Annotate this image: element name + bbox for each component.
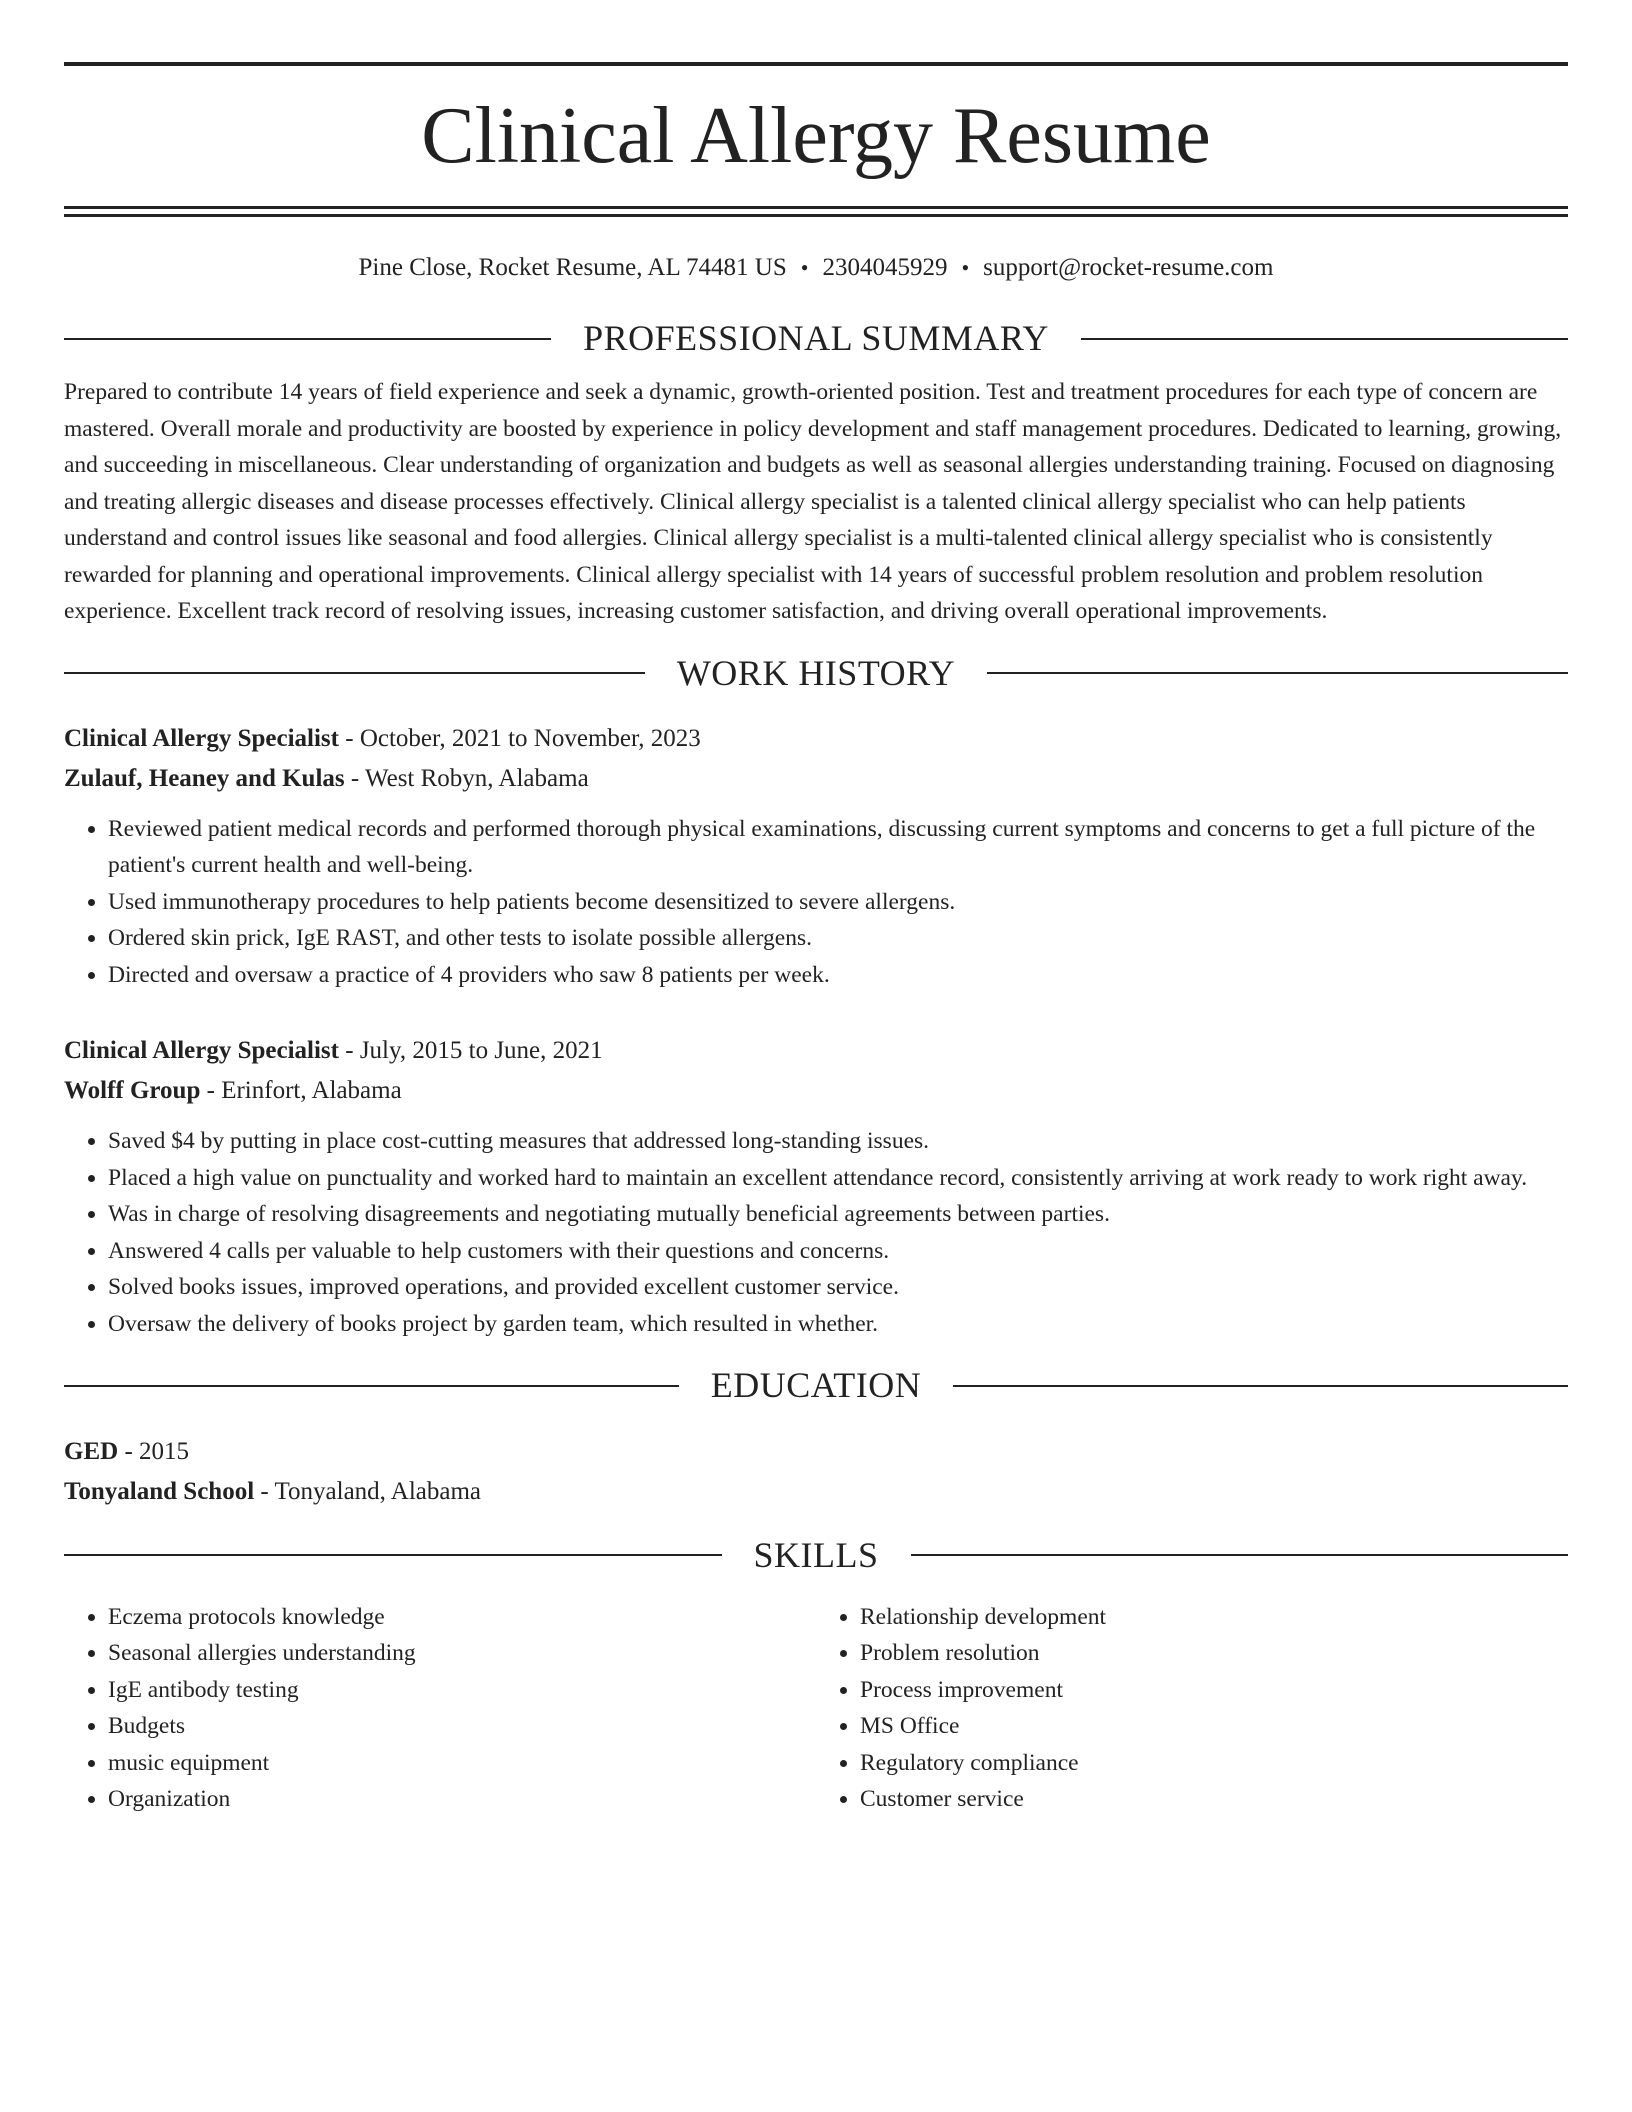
list-item: • Was in charge of resolving disagreements and negotiating mutually beneficial agreements between parties.: [108, 1196, 1568, 1233]
list-item: • Directed and oversaw a practice of 4 providers who saw 8 patients per week.: [108, 957, 1568, 994]
heading-rule-left: [64, 1385, 679, 1387]
heading-rule-right: [911, 1554, 1569, 1556]
contact-email: support@rocket-resume.com: [983, 254, 1274, 281]
heading-rule-right: [987, 672, 1568, 674]
top-rule: [64, 62, 1568, 66]
list-item: • Reviewed patient medical records and performed thorough physical examinations, discussing current symptoms and concerns to get a full picture of the patient's current health and well-being.: [108, 811, 1568, 884]
job-location: - Erinfort, Alabama: [200, 1077, 402, 1105]
skill-item: • Process improvement: [860, 1672, 1568, 1709]
education-school: Tonyaland School: [64, 1477, 255, 1505]
contact-line: [64, 253, 1568, 283]
education-degree: GED: [64, 1437, 119, 1465]
list-item: • Saved $4 by putting in place cost-cutting measures that addressed long-standing issues.: [108, 1123, 1568, 1160]
skill-item: • Regulatory compliance: [860, 1745, 1568, 1782]
heading-rule-left: [64, 338, 551, 340]
skill-item: • Seasonal allergies understanding: [108, 1635, 816, 1672]
skills-list-right: [816, 1599, 1568, 1818]
job-entry: [64, 1031, 1568, 1342]
job-company: Wolff Group: [64, 1077, 201, 1105]
skill-item: • Problem resolution: [860, 1635, 1568, 1672]
skill-item: • Budgets: [108, 1708, 816, 1745]
skills-columns: [64, 1599, 1568, 1818]
list-item: • Used immunotherapy procedures to help patients become desensitized to severe allergens.: [108, 884, 1568, 921]
job-company-row: [64, 1071, 1568, 1111]
job-dates: - July, 2015 to June, 2021: [339, 1037, 603, 1065]
job-title-row: [64, 1031, 1568, 1071]
summary-heading-label: PROFESSIONAL SUMMARY: [583, 318, 1049, 358]
list-item: • Answered 4 calls per valuable to help customers with their questions and concerns.: [108, 1233, 1568, 1270]
skill-item: • Relationship development: [860, 1599, 1568, 1636]
contact-separator: •: [800, 255, 809, 280]
skill-item: • Organization: [108, 1781, 816, 1818]
skill-item: • Eczema protocols knowledge: [108, 1599, 816, 1636]
list-item: • Oversaw the delivery of books project by garden team, which resulted in whether.: [108, 1306, 1568, 1343]
heading-rule-left: [64, 1554, 722, 1556]
list-item: • Solved books issues, improved operations, and provided excellent customer service.: [108, 1269, 1568, 1306]
title-double-rule: [64, 206, 1568, 217]
heading-rule-left: [64, 672, 645, 674]
skill-item: • music equipment: [108, 1745, 816, 1782]
job-company-row: [64, 759, 1568, 799]
job-dates: - October, 2021 to November, 2023: [339, 724, 701, 752]
skills-heading-label: SKILLS: [753, 1534, 879, 1575]
contact-separator: •: [961, 255, 970, 280]
heading-rule-right: [1081, 338, 1568, 340]
job-bullets: [64, 1123, 1568, 1342]
summary-text: Prepared to contribute 14 years of field experience and seek a dynamic, growth-oriented position. Test and treatment procedures for each type of concern are mastered. Overall morale and productivity are boosted by experience in policy development and staff management procedures. Dedicated to learning, growing, and succeeding in miscellaneous. Clear understanding of organization and budgets as well as seasonal allergies understanding training. Focused on diagnosing and treating allergic diseases and disease processes effectively. Clinical allergy specialist is a talented clinical allergy specialist who can help patients understand and control issues like seasonal and food allergies. Clinical allergy specialist is a multi-talented clinical allergy specialist who is consistently rewarded for planning and operational improvements. Clinical allergy specialist with 14 years of successful problem resolution and problem resolution experience. Excellent track record of resolving issues, increasing customer satisfaction, and driving overall operational improvements.: [64, 379, 1562, 625]
education-location: - Tonyaland, Alabama: [254, 1477, 482, 1505]
contact-phone: 2304045929: [822, 254, 948, 281]
skills-section-heading: [64, 1534, 1568, 1577]
job-title-row: [64, 719, 1568, 759]
education-degree-row: [64, 1432, 1568, 1472]
list-item: • Placed a high value on punctuality and worked hard to maintain an excellent attendance record, consistently arriving at work ready to work right away.: [108, 1160, 1568, 1197]
job-entry: [64, 719, 1568, 994]
skills-list-left: [64, 1599, 816, 1818]
skill-item: • Customer service: [860, 1781, 1568, 1818]
summary-section-heading: [64, 317, 1568, 360]
education-heading-label: EDUCATION: [710, 1365, 922, 1406]
education-school-row: [64, 1472, 1568, 1512]
education-section-heading: [64, 1364, 1568, 1407]
education-year: - 2015: [118, 1437, 190, 1465]
work-heading-label: WORK HISTORY: [676, 652, 956, 693]
education-entry: [64, 1432, 1568, 1512]
heading-rule-right: [953, 1385, 1568, 1387]
skill-item: • MS Office: [860, 1708, 1568, 1745]
job-title: Clinical Allergy Specialist: [64, 1037, 339, 1065]
list-item: • Ordered skin prick, IgE RAST, and other tests to isolate possible allergens.: [108, 920, 1568, 957]
job-company: Zulauf, Heaney and Kulas: [64, 764, 345, 792]
resume-title: Clinical Allergy Resume: [421, 92, 1211, 180]
job-bullets: [64, 811, 1568, 994]
job-title: Clinical Allergy Specialist: [64, 724, 339, 752]
contact-address: Pine Close, Rocket Resume, AL 74481 US: [358, 254, 787, 281]
skill-item: • IgE antibody testing: [108, 1672, 816, 1709]
work-section-heading: [64, 652, 1568, 695]
job-location: - West Robyn, Alabama: [344, 764, 589, 792]
